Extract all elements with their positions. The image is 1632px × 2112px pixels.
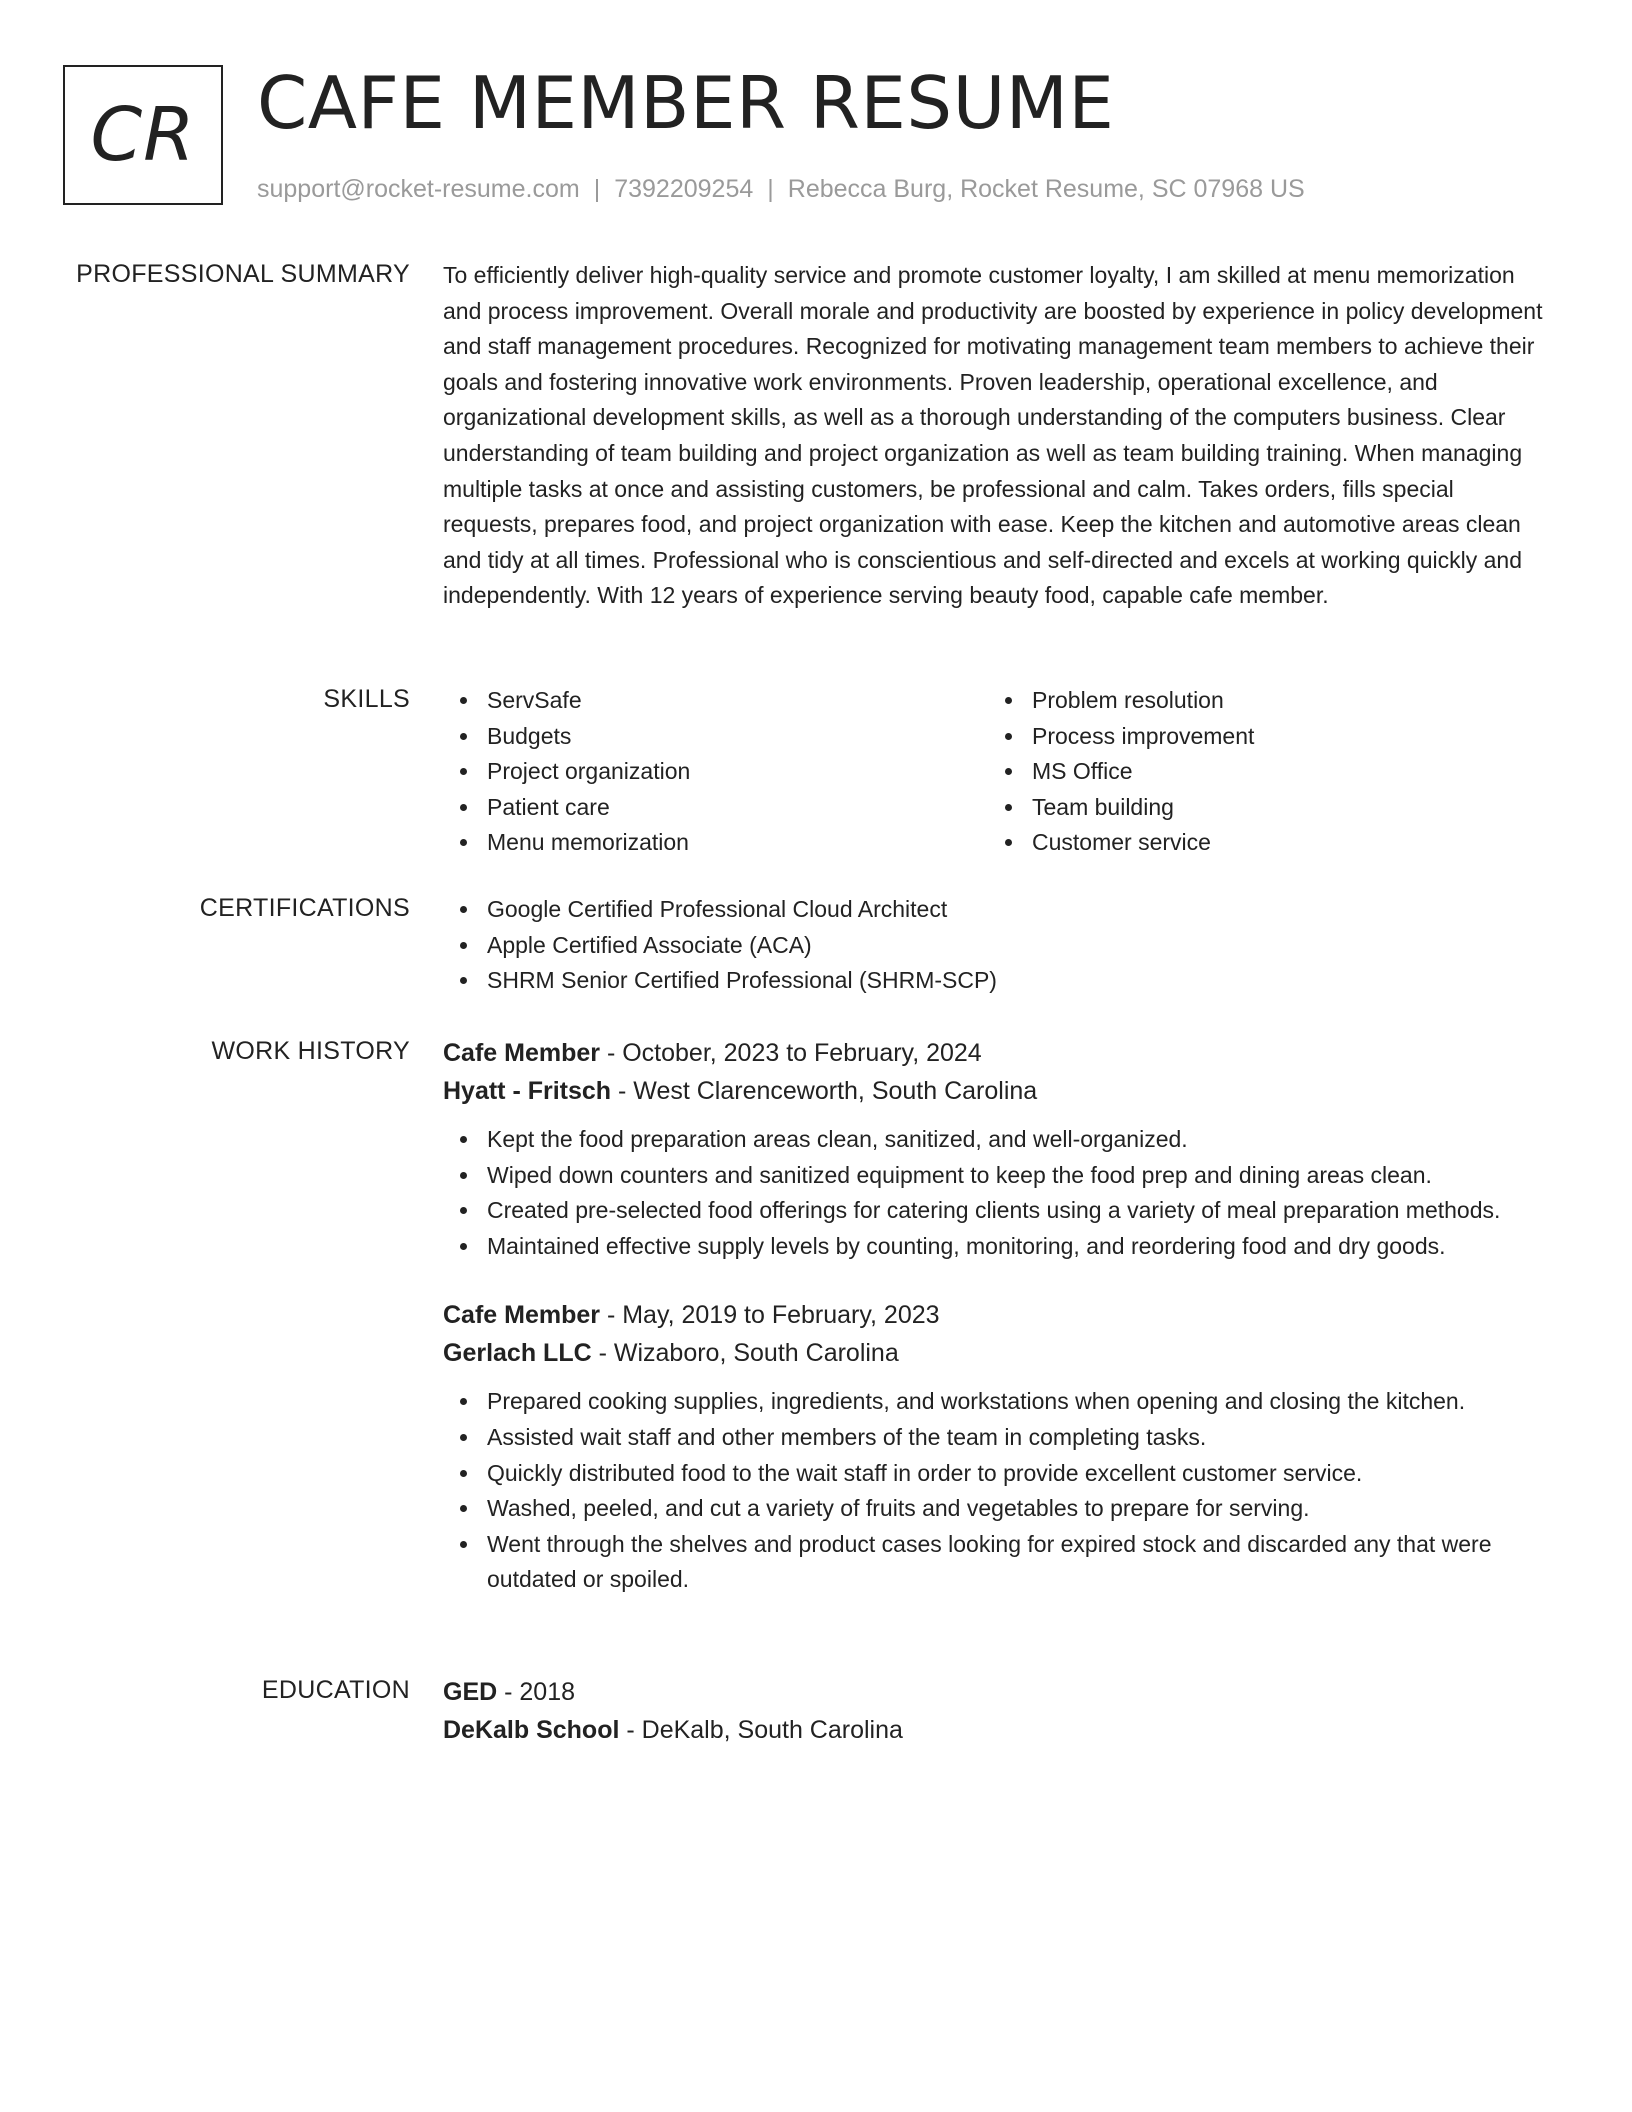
section-label-summary: PROFESSIONAL SUMMARY xyxy=(76,260,410,288)
education-degree: GED xyxy=(443,1678,498,1706)
monogram-initials: CR xyxy=(90,92,196,178)
contact-line xyxy=(257,174,1305,204)
job-location: - West Clarenceworth, South Carolina xyxy=(611,1077,1038,1105)
certification-item: Apple Certified Associate (ACA) xyxy=(487,928,1553,964)
education-school-line xyxy=(443,1711,1553,1749)
contact-address: Rebecca Burg, Rocket Resume, SC 07968 US xyxy=(787,175,1305,203)
job-duty-item: Wiped down counters and sanitized equipment to keep the food prep and dining areas clean. xyxy=(487,1158,1553,1194)
skills-list-right xyxy=(988,683,1533,861)
page-title: CAFE MEMBER RESUME xyxy=(257,61,1115,145)
skill-item: Process improvement xyxy=(1032,719,1533,755)
job-duty-item: Quickly distributed food to the wait staff in order to provide excellent customer service. xyxy=(487,1456,1553,1492)
work-history-body xyxy=(443,1034,1553,1598)
skill-item: ServSafe xyxy=(487,683,988,719)
job-location: - Wizaboro, South Carolina xyxy=(591,1339,899,1368)
job-duty-item: Assisted wait staff and other members of the team in completing tasks. xyxy=(487,1420,1553,1456)
job-dates: - October, 2023 to February, 2024 xyxy=(600,1039,982,1067)
contact-separator: | xyxy=(767,175,774,203)
skill-item: Customer service xyxy=(1032,825,1533,861)
section-label-education: EDUCATION xyxy=(261,1676,410,1704)
job-duty-item: Created pre-selected food offerings for catering clients using a variety of meal preparation methods. xyxy=(487,1193,1553,1229)
skill-item: Project organization xyxy=(487,754,988,790)
job-title: Cafe Member xyxy=(443,1301,600,1330)
summary-text: To efficiently deliver high-quality service and promote customer loyalty, I am skilled at menu memorization and process improvement. Overall morale and productivity are boosted by experience in policy development and staff management procedures. Recognized for motivating management team members to achieve their goals and fostering innovative work environments. Proven leadership, operational excellence, and organizational development skills, as well as a thorough understanding of the computers business. Clear understanding of team building and project organization as well as team building training. When managing multiple tasks at once and assisting customers, be professional and calm. Takes orders, fills special requests, prepares food, and project organization with ease. Keep the kitchen and automotive areas clean and tidy at all times. Professional who is conscientious and self-directed and excels at working quickly and independently. With 12 years of experience serving beauty food, capable cafe member. xyxy=(443,262,1543,609)
education-year: - 2018 xyxy=(497,1678,576,1706)
skill-item: MS Office xyxy=(1032,754,1533,790)
job-title-line xyxy=(443,1296,1553,1334)
job-duty-item: Prepared cooking supplies, ingredients, and workstations when opening and closing the kitchen. xyxy=(487,1384,1553,1420)
job-company: Hyatt - Fritsch xyxy=(443,1077,612,1105)
job-duties-list xyxy=(443,1122,1553,1264)
certifications-body xyxy=(443,892,1553,999)
contact-separator: | xyxy=(593,175,601,203)
job-duty-item: Washed, peeled, and cut a variety of fruits and vegetables to prepare for serving. xyxy=(487,1491,1553,1527)
job-duty-item: Went through the shelves and product cases looking for expired stock and discarded any that were outdated or spoiled. xyxy=(487,1527,1553,1598)
skill-item: Problem resolution xyxy=(1032,683,1533,719)
skill-item: Budgets xyxy=(487,719,988,755)
certification-item: SHRM Senior Certified Professional (SHRM-SCP) xyxy=(487,963,1553,999)
skills-list-left xyxy=(443,683,988,861)
job-company-line xyxy=(443,1072,1553,1110)
section-label-skills: SKILLS xyxy=(323,685,410,713)
job-duties-list xyxy=(443,1384,1553,1598)
education-degree-line xyxy=(443,1673,1553,1711)
job-duty-item: Maintained effective supply levels by counting, monitoring, and reordering food and dry goods. xyxy=(487,1229,1553,1265)
skills-columns xyxy=(443,683,1553,861)
job-dates: - May, 2019 to February, 2023 xyxy=(600,1301,940,1330)
certification-item: Google Certified Professional Cloud Architect xyxy=(487,892,1553,928)
monogram-box xyxy=(63,65,223,205)
skills-column-left xyxy=(443,683,988,861)
skills-body xyxy=(443,683,1553,861)
contact-phone[interactable]: 7392209254 xyxy=(614,175,754,203)
skills-column-right xyxy=(988,683,1533,861)
certifications-list xyxy=(443,892,1553,999)
contact-email[interactable]: support@rocket-resume.com xyxy=(257,175,580,203)
job-title-line xyxy=(443,1034,1553,1072)
job-title: Cafe Member xyxy=(443,1039,600,1067)
job-entry xyxy=(443,1034,1553,1264)
skill-item: Team building xyxy=(1032,790,1533,826)
job-company-line xyxy=(443,1334,1553,1372)
education-body xyxy=(443,1673,1553,1749)
education-location: - DeKalb, South Carolina xyxy=(619,1716,903,1744)
skill-item: Menu memorization xyxy=(487,825,988,861)
section-label-certifications: CERTIFICATIONS xyxy=(199,894,410,922)
skill-item: Patient care xyxy=(487,790,988,826)
education-school: DeKalb School xyxy=(443,1716,620,1744)
section-label-work-history: WORK HISTORY xyxy=(211,1037,410,1065)
job-entry xyxy=(443,1296,1553,1598)
job-company: Gerlach LLC xyxy=(443,1339,592,1368)
job-duty-item: Kept the food preparation areas clean, sanitized, and well-organized. xyxy=(487,1122,1553,1158)
summary-body xyxy=(443,258,1553,614)
